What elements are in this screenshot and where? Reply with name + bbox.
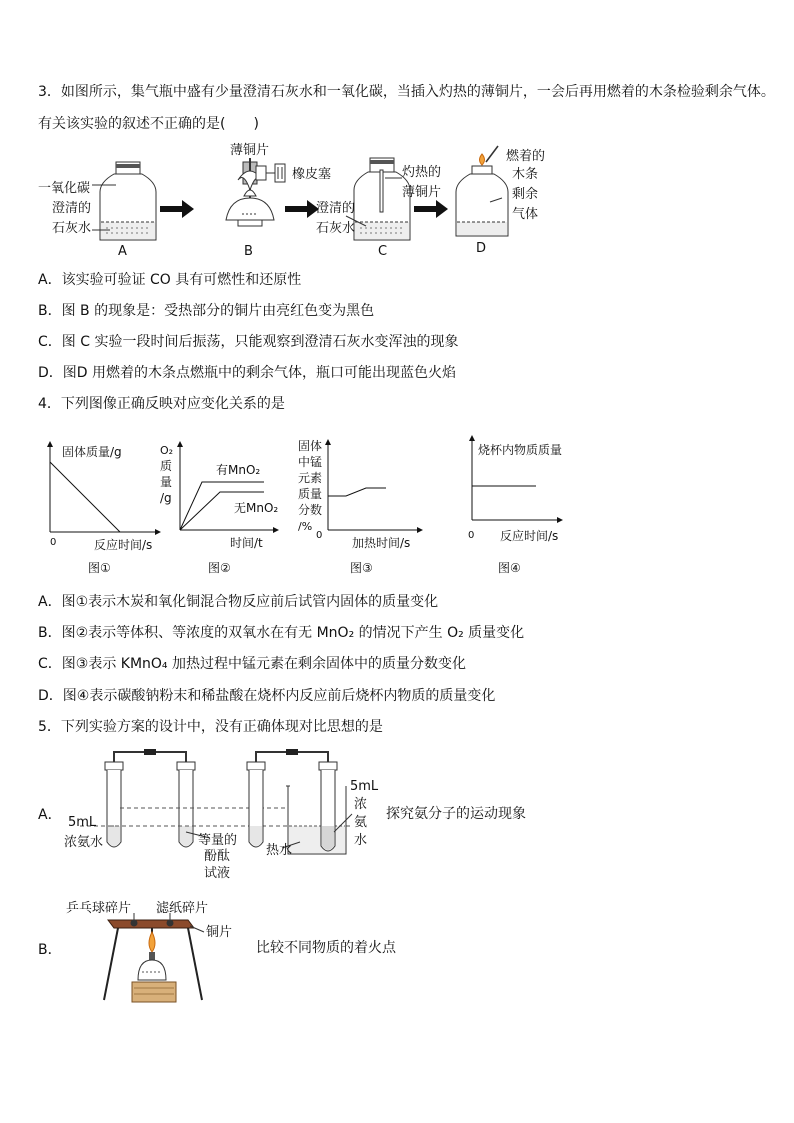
- graph-1-series-line: [50, 462, 120, 532]
- q4-stem: 4．下列图像正确反映对应变化关系的是: [38, 396, 285, 412]
- test-tube-3: [247, 762, 265, 847]
- q5-stem: 5．下列实验方案的设计中，没有正确体现对比思想的是: [38, 719, 383, 735]
- q4-option-c: C．图③表示 KMnO₄ 加热过程中锰元素在剩余固体中的质量分数变化: [38, 656, 466, 672]
- label-limewater-a1: 澄清的: [52, 201, 92, 216]
- graph-2-ylabel-1: 质: [160, 459, 173, 473]
- label-limewater-c1: 澄清的: [316, 201, 356, 216]
- label-hot-copper1: 灼热的: [402, 165, 442, 180]
- label-5ml-right2: 浓: [354, 797, 368, 812]
- graph-2-label-without: 无MnO₂: [234, 501, 279, 515]
- test-tube-2: [177, 762, 195, 847]
- arrow-icon: [160, 200, 194, 218]
- q3-option-c: C．图 C 实验一段时间后振荡，只能观察到澄清石灰水变浑浊的现象: [38, 334, 459, 350]
- graph-3-ylabel-5: /%: [298, 520, 313, 533]
- test-tube-1: [105, 762, 123, 847]
- graph-3-origin: 0: [316, 530, 323, 541]
- graph-4-origin: 0: [468, 530, 475, 541]
- label-co: 一氧化碳: [38, 181, 91, 196]
- graph-2-label-with: 有MnO₂: [216, 463, 261, 477]
- graph-4-ylabel: 烧杯内物质质量: [478, 443, 563, 457]
- q3-apparatus-figure: [30, 140, 570, 265]
- caption-c: C: [378, 244, 388, 259]
- graph-4-caption: 图④: [498, 561, 521, 575]
- graph-4-xlabel: 反应时间/s: [500, 529, 559, 543]
- q3-stem-line1: 3．如图所示，集气瓶中盛有少量澄清石灰水和一氧化碳，当插入灼热的薄铜片，一会后再用燃着的木条检验剩余气体。: [38, 84, 775, 100]
- graph-2-xlabel: 时间/t: [230, 536, 263, 550]
- bottle-d: [456, 146, 508, 236]
- graph-1: [50, 444, 158, 575]
- graph-1-origin: 0: [50, 537, 57, 548]
- label-hot-water: 热水: [266, 843, 293, 858]
- label-stick2: 木条: [512, 167, 539, 182]
- filter-paper-fragment: [167, 920, 174, 927]
- graph-2-ylabel-2: 量: [160, 475, 173, 489]
- flame-icon: [149, 932, 155, 952]
- q4-option-b: B．图②表示等体积、等浓度的双氧水在有无 MnO₂ 的情况下产生 O₂ 质量变化: [38, 625, 525, 641]
- alcohol-lamp: [138, 960, 166, 980]
- graph-2-ylabel-0: O₂: [160, 444, 174, 457]
- arrow-icon: [285, 200, 319, 218]
- graph-1-ylabel: 固体质量/g: [62, 445, 122, 459]
- q5-a-apparatus: [60, 746, 380, 884]
- q3-stem-line2: 有关该实验的叙述不正确的是( ): [38, 116, 259, 132]
- graph-3-caption: 图③: [350, 561, 373, 575]
- copper-plate: [108, 920, 194, 928]
- q5-option-b-description: 比较不同物质的着火点: [256, 940, 396, 956]
- graph-2: [160, 444, 278, 575]
- label-pingpong: 乒乓球碎片: [66, 901, 132, 916]
- label-stick1: 燃着的: [506, 149, 546, 164]
- graph-3-ylabel-4: 分数: [298, 503, 323, 517]
- q4-option-a: A．图①表示木炭和氧化铜混合物反应前后试管内固体的质量变化: [38, 594, 439, 610]
- pingpong-fragment: [131, 920, 138, 927]
- label-copper: 铜片: [206, 925, 233, 940]
- graph-2-caption: 图②: [208, 561, 231, 575]
- graph-3: [298, 438, 420, 575]
- wood-block: [132, 982, 176, 1002]
- caption-d: D: [476, 241, 487, 256]
- label-hot-copper2: 薄铜片: [402, 185, 442, 200]
- q5-option-a-letter: A．: [38, 807, 62, 823]
- label-5ml-right1: 5mL: [350, 779, 379, 794]
- q5-option-b-letter: B．: [38, 942, 62, 958]
- test-tube-4: [319, 762, 337, 851]
- q4-option-d: D．图④表示碳酸钠粉末和稀盐酸在烧杯内反应前后烧杯内物质的质量变化: [38, 688, 496, 704]
- graph-4: [468, 438, 562, 575]
- label-indicator3: 试液: [204, 866, 231, 881]
- label-gas2: 气体: [512, 207, 539, 222]
- graph-3-ylabel-1: 中锰: [298, 455, 323, 469]
- bottle-c: [346, 158, 410, 240]
- label-limewater-c2: 石灰水: [316, 221, 356, 236]
- graph-1-caption: 图①: [88, 561, 111, 575]
- label-copper-sheet: 薄铜片: [230, 143, 270, 158]
- bottle-a: [92, 162, 156, 240]
- caption-b: B: [244, 244, 253, 259]
- graph-3-ylabel-3: 质量: [298, 487, 323, 501]
- label-5ml-right4: 水: [354, 833, 368, 848]
- graph-2-ylabel-3: /g: [160, 491, 172, 505]
- q4-graphs: [40, 432, 600, 582]
- q3-option-b: B．图 B 的现象是：受热部分的铜片由亮红色变为黑色: [38, 303, 375, 319]
- label-5ml-left1: 5mL: [68, 815, 97, 830]
- label-5ml-right3: 氨: [354, 815, 368, 830]
- label-5ml-left2: 浓氨水: [64, 835, 104, 850]
- graph-3-ylabel-0: 固体: [298, 439, 323, 453]
- label-indicator1: 等量的: [198, 833, 238, 848]
- heating-copper-b: [226, 158, 285, 226]
- q5-option-a-description: 探究氨分子的运动现象: [386, 806, 526, 822]
- arrow-icon: [414, 200, 448, 218]
- graph-3-ylabel-2: 元素: [298, 471, 323, 485]
- q3-option-d: D．图D 用燃着的木条点燃瓶中的剩余气体，瓶口可能出现蓝色火焰: [38, 365, 457, 381]
- graph-3-series-line: [328, 488, 386, 496]
- q5-b-apparatus: [60, 896, 260, 1006]
- label-filter: 滤纸碎片: [156, 901, 209, 916]
- label-limewater-a2: 石灰水: [52, 221, 92, 236]
- flame-icon: [480, 154, 485, 165]
- caption-a: A: [118, 244, 127, 259]
- graph-1-xlabel: 反应时间/s: [94, 538, 153, 552]
- q3-option-a: A．该实验可验证 CO 具有可燃性和还原性: [38, 272, 302, 288]
- label-indicator2: 酚酞: [204, 849, 231, 864]
- label-stopper: 橡皮塞: [292, 167, 332, 182]
- label-gas1: 剩余: [512, 187, 539, 202]
- graph-3-xlabel: 加热时间/s: [352, 536, 411, 550]
